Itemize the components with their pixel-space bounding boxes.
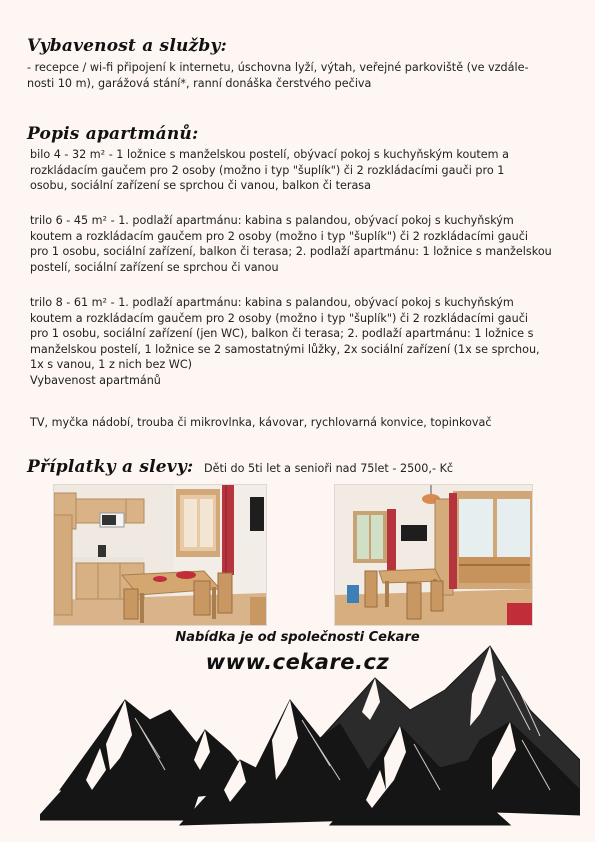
kitchen-living-room-photo (53, 484, 267, 626)
surcharges-heading: Příplatky a slevy: (27, 457, 194, 477)
mountains-illustration (40, 640, 580, 830)
services-text: - recepce / wi-fi připojení k internetu, úschovna lyží, výtah, veřejné parkoviště (ve vzdále- nosti 10 m), garážová stání*, ranní donáška čerstvého pečiva (27, 61, 529, 90)
website-link[interactable]: www.cekare.cz (205, 650, 390, 674)
equipment-list: TV, myčka nádobí, trouba či mikrovlnka, kávovar, rychlovarná konvice, topinkovač (30, 416, 492, 429)
bilo-description: bilo 4 - 32 m² - 1 ložnice s manželskou postelí, obývací pokoj s kuchyňským koutem a rozkládacím gaučem pro 2 osoby (možno i typ "šuplík") či 2 rozkládacími gauči pro 1 osobu, sociální zařízení se sprchou či vanou, balkon či terasa (30, 148, 509, 192)
trilo8-description: trilo 8 - 61 m² - 1. podlaží apartmánu: kabina s palandou, obývací pokoj s kuchyňským koutem a rozkládacím gaučem pro 2 osoby (možno i typ "šuplík") či 2 rozkládacími gauči pro 1 osobu, sociální zařízení (jen WC), balkon či terasa; 2. podlaží apartmánu: 1 ložnice s manželskou postelí, 1 ložnice se 2 samostatnými lůžky, 2x sociální zařízení (1x se sprchou, 1x s vanou, 1 z nich bez WC) Vybavenost apartmánů (30, 296, 540, 387)
apartments-heading: Popis apartmánů: (27, 124, 199, 144)
dining-room-photo (334, 484, 533, 626)
surcharges-text: Děti do 5ti let a senioři nad 75let - 2500,- Kč (204, 462, 454, 475)
trilo6-description: trilo 6 - 45 m² - 1. podlaží apartmánu: kabina s palandou, obývací pokoj s kuchyňským koutem a rozkládacím gaučem pro 2 osoby (možno i typ "šuplík") či 2 rozkládacími gauči pro 1 osobu, sociální zařízení, balkon či terasa; 2. podlaží apartmánu: 1 ložnice s manželskou postelí, sociální zařízení se sprchou či vanou (30, 214, 552, 274)
offer-text: Nabídka je od společnosti Cekare (175, 630, 420, 645)
services-heading: Vybavenost a služby: (27, 36, 228, 56)
